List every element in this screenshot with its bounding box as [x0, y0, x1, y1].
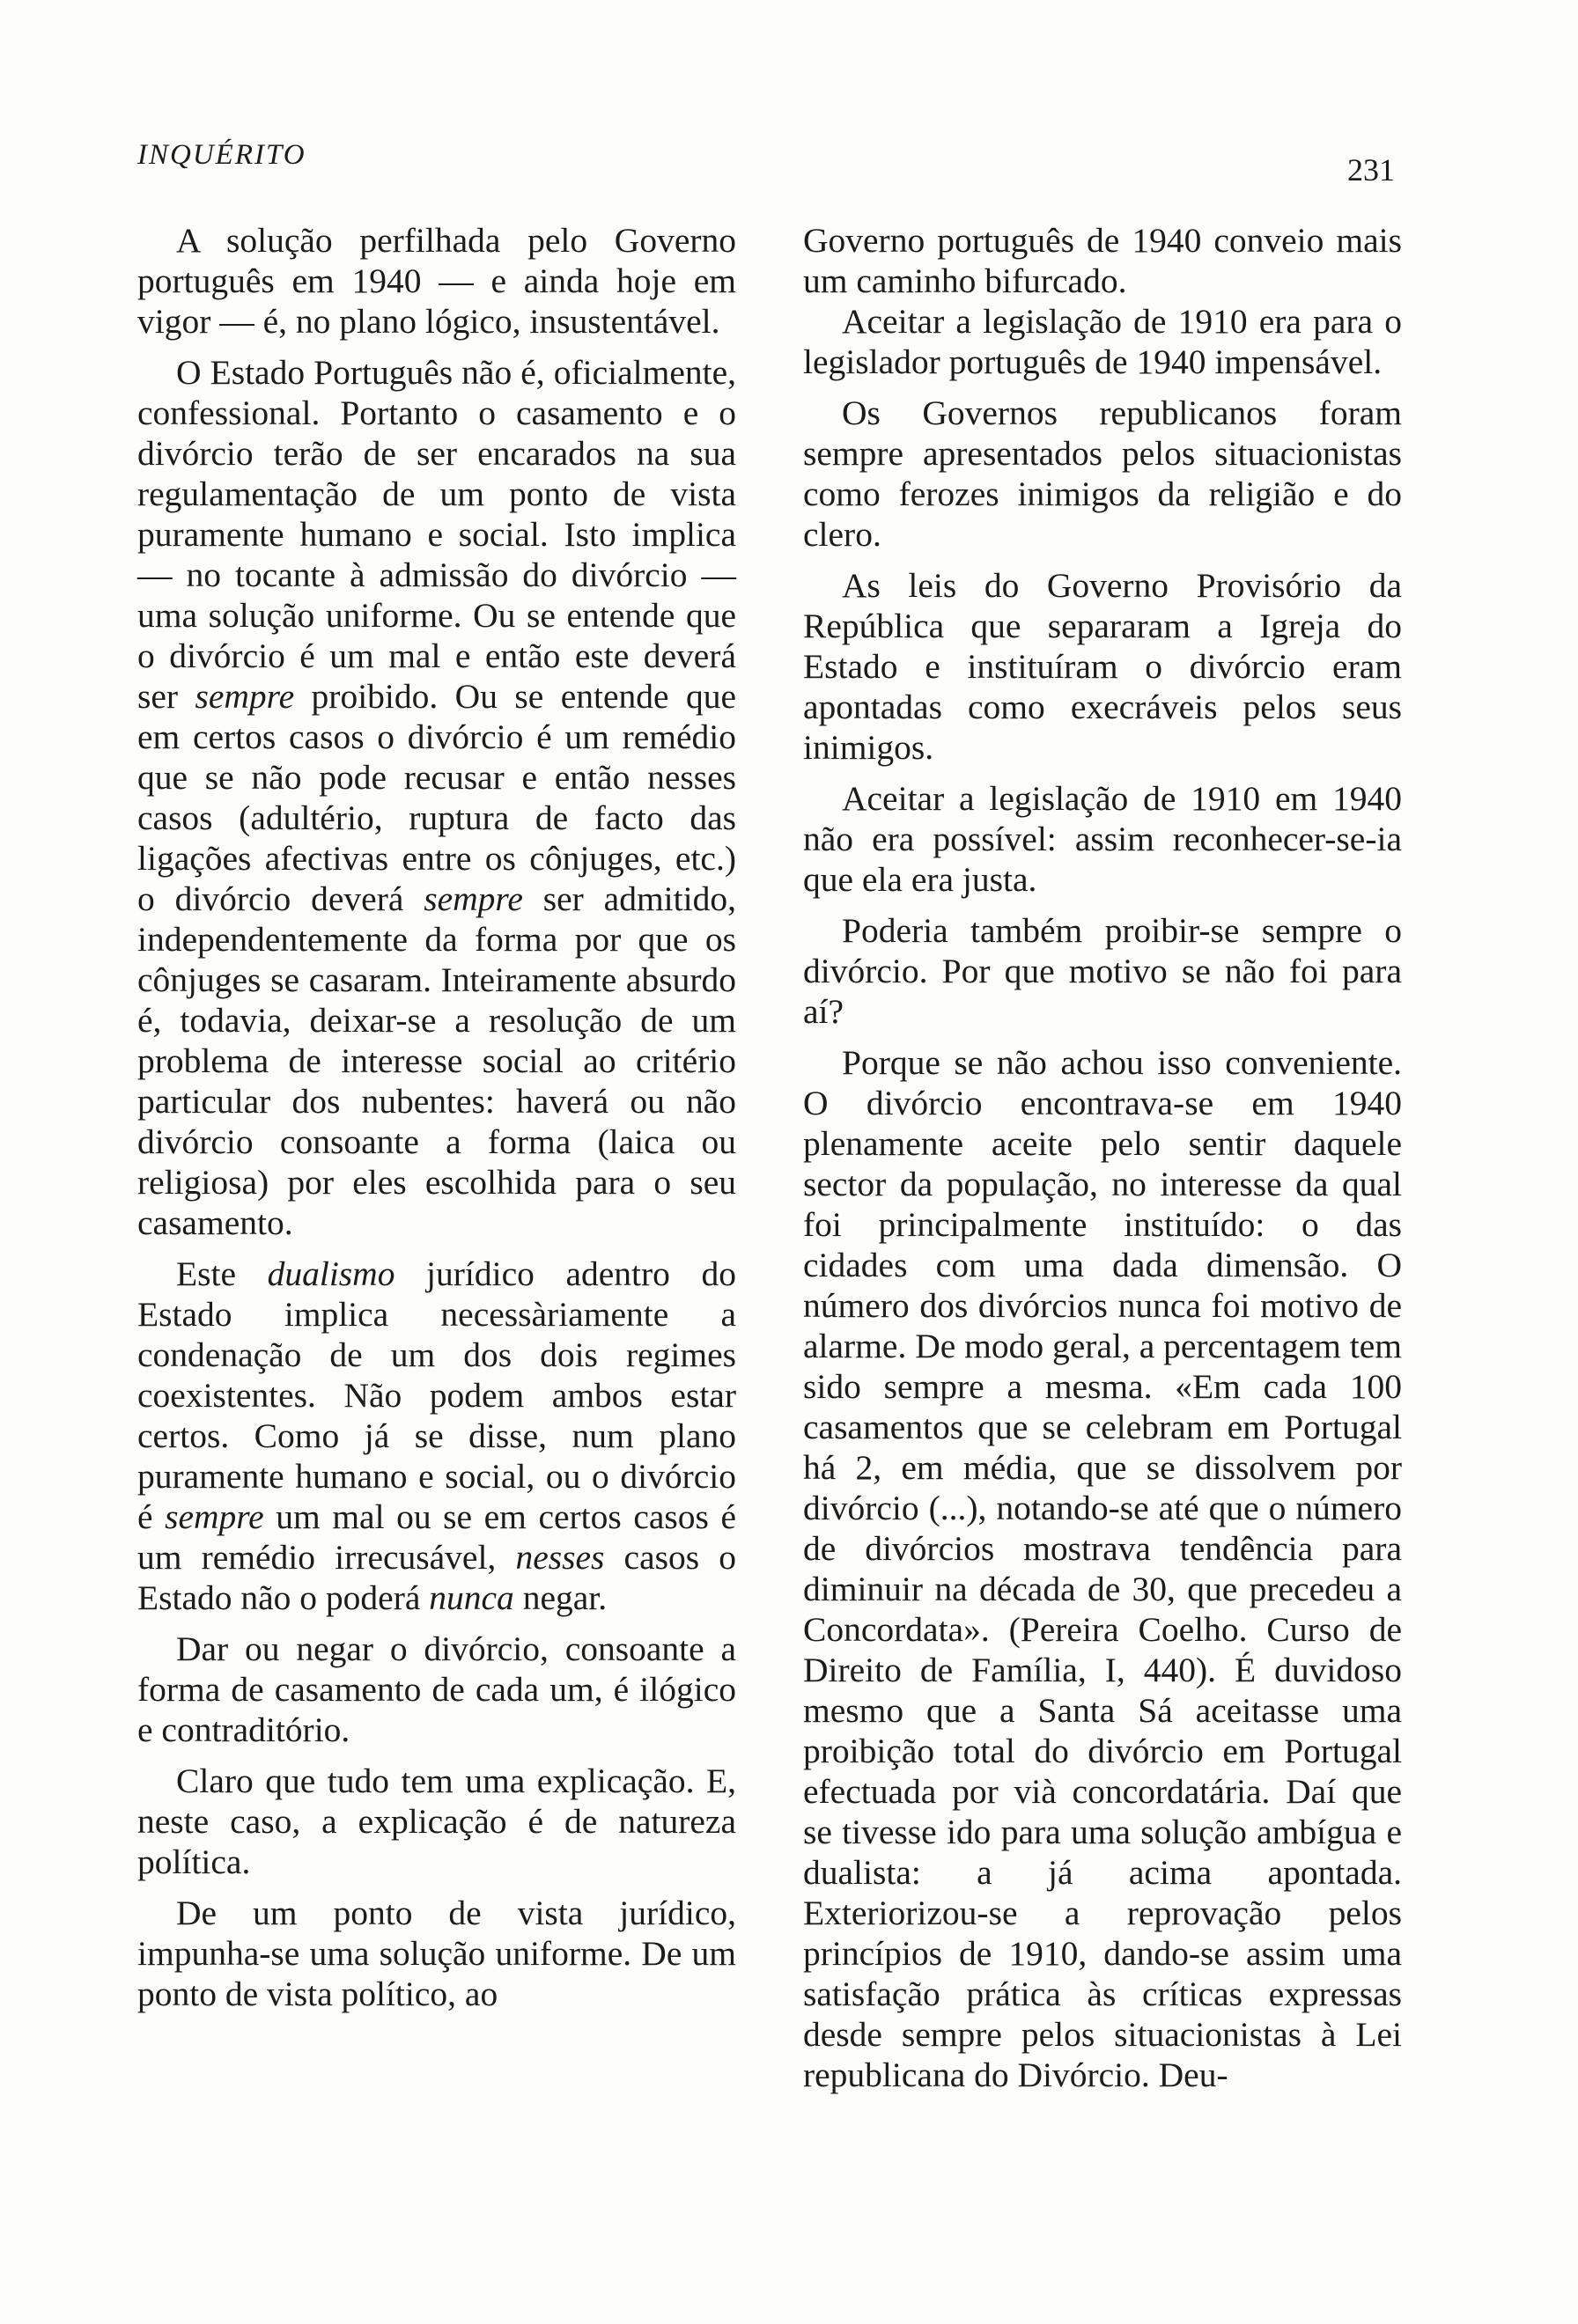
- emphasis: nunca: [429, 1578, 514, 1617]
- emphasis: sempre: [195, 677, 295, 716]
- paragraph: A solução perfilhada pelo Governo português em 1940 — e ainda hoje em vigor — é, no plano lógico, insustentável.: [137, 221, 736, 341]
- paragraph: Governo português de 1940 conveio mais um caminho bifurcado.: [803, 221, 1402, 300]
- paragraph: Aceitar a legislação de 1910 era para o legislador português de 1940 impensável.: [803, 302, 1402, 381]
- paragraph: Poderia também proibir-se sempre o divórcio. Por que motivo se não foi para aí?: [803, 911, 1402, 1031]
- paragraph: Aceitar a legislação de 1910 em 1940 não era possível: assim reconhecer-se-ia que ela era justa.: [803, 779, 1402, 899]
- paragraph: De um ponto de vista jurídico, impunha-se uma solução uniforme. De um ponto de vista político, ao: [137, 1894, 736, 2013]
- emphasis: dualismo: [267, 1254, 395, 1293]
- page-number: 231: [1347, 152, 1395, 188]
- emphasis: sempre: [165, 1497, 264, 1536]
- paragraph: Este dualismo jurídico adentro do Estado implica necessàriamente a condenação de um dos dois regimes coexistentes. Não podem ambos estar certos. Como já se disse, num plano puramente humano e social, ou o divórcio é sempre um mal ou se em certos casos é um remédio irrecusável, nesses casos o Estado não o poderá nunca negar.: [137, 1254, 737, 1617]
- left-column: [137, 220, 736, 2025]
- emphasis: sempre: [424, 879, 523, 918]
- right-column: [803, 220, 1402, 2106]
- paragraph: Claro que tudo tem uma explicação. E, neste caso, a explicação é de natureza política.: [137, 1761, 736, 1881]
- emphasis: nesses: [515, 1538, 605, 1577]
- paragraph: Porque se não achou isso conveniente. O divórcio encontrava-se em 1940 plenamente aceite pelo sentir daquele sector da população, no interesse da qual foi principalmente instituído: o das cidades com uma dada dimensão. O número dos divórcios nunca foi motivo de alarme. De modo geral, a percentagem tem sido sempre a mesma. «Em cada 100 casamentos que se celebram em Portugal há 2, em média, que se dissolvem por divórcio (...), notando-se até que o número de divórcios mostrava tendência para diminuir na década de 30, que precedeu a Concordata». (Pereira Coelho. Curso de Direito de Família, I, 440). É duvidoso mesmo que a Santa Sá aceitasse uma proibição total do divórcio em Portugal efectuada por vià concordatária. Daí que se tivesse ido para uma solução ambígua e dualista: a já acima apontada. Exteriorizou-se a reprovação pelos princípios de 1910, dando-se assim uma satisfação prática às críticas expressas desde sempre pelos situacionistas à Lei republicana do Divórcio. Deu-: [803, 1043, 1402, 2094]
- paragraph: As leis do Governo Provisório da República que separaram a Igreja do Estado e instituíram o divórcio eram apontadas como execráveis pelos seus inimigos.: [803, 566, 1402, 767]
- running-title: INQUÉRITO: [137, 139, 306, 171]
- paragraph: Dar ou negar o divórcio, consoante a forma de casamento de cada um, é ilógico e contraditório.: [137, 1629, 736, 1749]
- paragraph: Os Governos republicanos foram sempre apresentados pelos situacionistas como ferozes inimigos da religião e do clero.: [803, 393, 1402, 554]
- paragraph: O Estado Português não é, oficialmente, confessional. Portanto o casamento e o divórcio terão de ser encarados na sua regulamentação de um ponto de vista puramente humano e social. Isto implica — no tocante à admissão do divórcio — uma solução uniforme. Ou se entende que o divórcio é um mal e então este deverá ser sempre proibido. Ou se entende que em certos casos o divórcio é um remédio que se não pode recusar e então nesses casos (adultério, ruptura de facto das ligações afectivas entre os cônjuges, etc.) o divórcio deverá sempre ser admitido, independentemente da forma por que os cônjuges se casaram. Inteiramente absurdo é, todavia, deixar-se a resolução de um problema de interesse social ao critério particular dos nubentes: haverá ou não divórcio consoante a forma (laica ou religiosa) por eles escolhida para o seu casamento.: [137, 353, 736, 1242]
